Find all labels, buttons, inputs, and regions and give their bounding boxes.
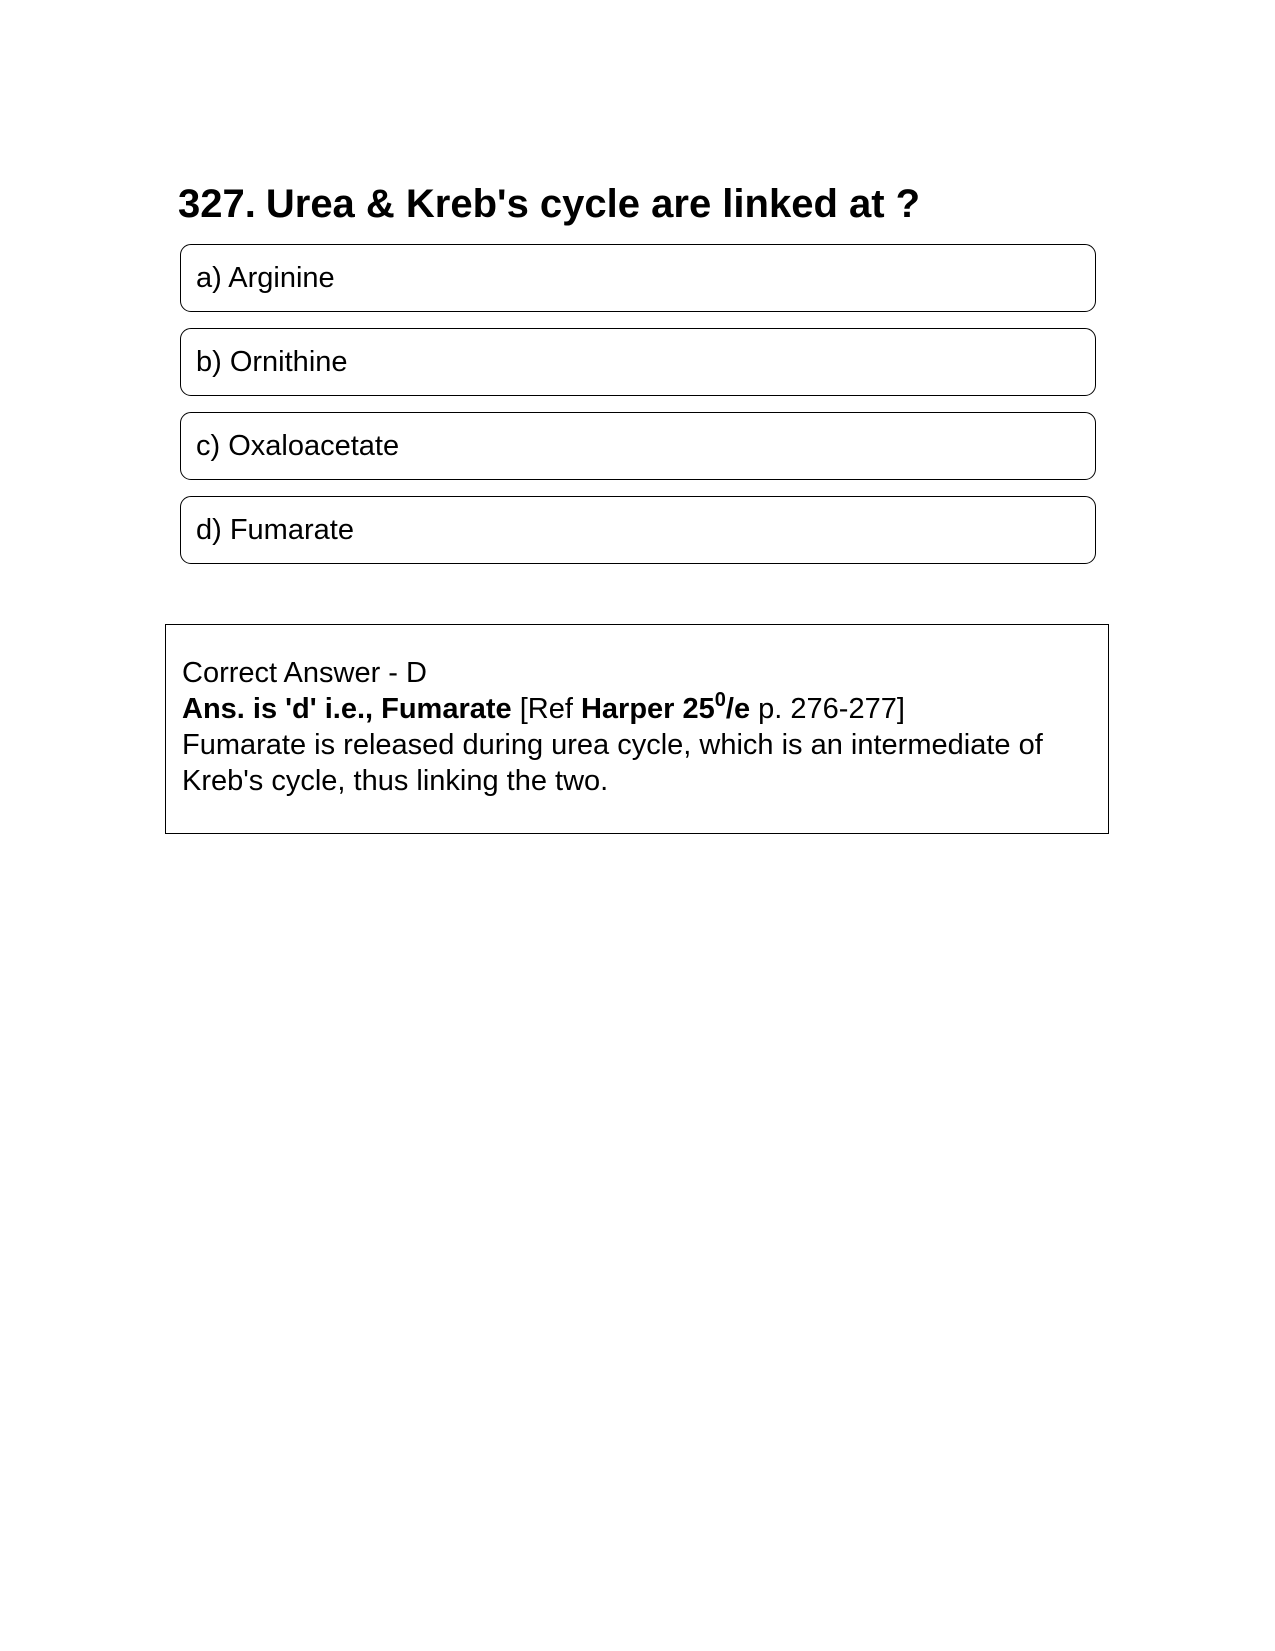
answer-reference-line [182,691,1094,727]
explanation-text: Fumarate is released during urea cycle, which is an intermediate of Kreb's cycle, thus linking the two. [182,729,1043,797]
option-d-label: d) Fumarate [196,513,354,546]
answer-options [180,244,1096,580]
option-d[interactable] [180,496,1096,564]
option-b[interactable] [180,328,1096,396]
reference-book [580,689,751,725]
option-b-label: b) Ornithine [196,345,348,378]
reference-pages: p. 276-277] [750,693,905,725]
reference-edition: /e [725,693,751,725]
question-number: 327. [178,182,256,226]
option-a[interactable] [180,244,1096,312]
option-c-label: c) Oxaloacetate [196,429,400,462]
reference-book-title: Harper 25 [580,693,715,725]
question-heading [178,176,920,232]
answer-explanation-box [165,624,1109,834]
correct-answer-line: Correct Answer - D [182,657,427,689]
option-a-label: a) Arginine [196,261,335,294]
reference-open: [Ref [511,693,581,725]
question-text: Urea & Kreb's cycle are linked at ? [265,182,921,226]
option-c[interactable] [180,412,1096,480]
reference-edition-superscript: 0 [714,689,726,711]
answer-statement: Ans. is 'd' i.e., Fumarate [182,693,512,725]
